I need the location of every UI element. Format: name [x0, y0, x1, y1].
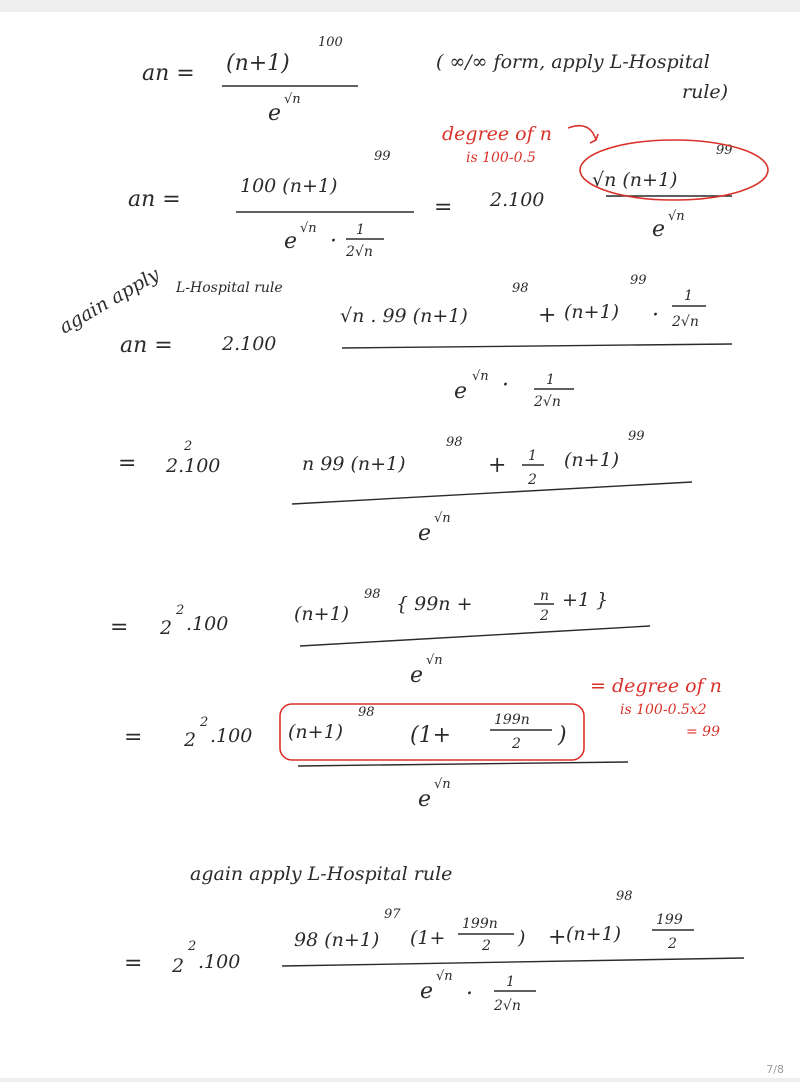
step6-coef-base: 2 [184, 729, 197, 751]
step3-plus: + [538, 303, 557, 328]
step7-num-part1: 98 (n+1) [294, 929, 380, 951]
step5-coef-exp: 2 [176, 603, 185, 618]
step4-den-exp: √n [434, 511, 451, 526]
step3-den-frac-num: 1 [546, 372, 555, 388]
step2-den-frac-den: 2√n [346, 244, 373, 260]
step2-annotation-line2: is 100-0.5 [466, 150, 536, 166]
step1-note-line2: rule) [682, 81, 729, 103]
step3-den-frac-den: 2√n [534, 394, 561, 410]
step7-coef-exp: 2 [188, 939, 197, 954]
step1-note-line1: ( ∞/∞ form, apply L-Hospital [436, 51, 710, 73]
step4-eq: = [118, 451, 137, 476]
step4-coef-base: 2.100 [166, 455, 221, 477]
step-7 [124, 863, 744, 1014]
step6-den-base: e [418, 787, 432, 812]
page-indicator: 7/8 [766, 1063, 784, 1076]
step2-num-exp: 99 [374, 149, 391, 164]
step3-den-base: e [454, 379, 468, 404]
step3-frac-num: 1 [684, 288, 693, 304]
step2-rhs-den-exp: √n [668, 209, 685, 224]
step1-lhs: an = [142, 61, 195, 86]
step2-den-exp: √n [300, 221, 317, 236]
step7-label: again apply L-Hospital rule [190, 863, 453, 885]
step3-den-dot: · [502, 373, 509, 398]
step5-frac-den: 2 [540, 608, 549, 624]
step4-half-num: 1 [528, 448, 537, 464]
step4-coef-exp: 2 [184, 439, 193, 454]
step3-label-line1: again apply [55, 263, 164, 339]
step7-coef-base: 2 [172, 955, 185, 977]
step7-plus: + [548, 925, 567, 950]
step-1 [142, 35, 728, 126]
step4-plus: + [488, 453, 507, 478]
step6-annotation-line1: = degree of n [590, 675, 722, 697]
step7-den-base: e [420, 979, 434, 1004]
step-4 [118, 429, 692, 546]
step5-coef-rest: .100 [186, 613, 229, 635]
step7-frac2-den: 2 [668, 936, 677, 952]
step2-rhs-num-exp: 99 [716, 143, 733, 158]
step-3 [56, 263, 733, 410]
step7-fraction-bar [282, 958, 744, 966]
step6-fraction-bar [298, 762, 628, 766]
step1-num-exp: 100 [318, 35, 343, 50]
step7-frac1-num: 199n [462, 916, 498, 932]
step7-den-exp: √n [436, 969, 453, 984]
step7-den-dot: . [466, 975, 473, 1000]
step2-lhs: an = [128, 187, 181, 212]
step3-num-exp1: 98 [512, 281, 529, 296]
step5-num-part1: (n+1) [294, 603, 350, 625]
annotation-arrow [568, 126, 596, 140]
step6-frac-num: 199n [494, 712, 530, 728]
step2-rhs-den: e [652, 217, 666, 242]
step3-dot: · [652, 303, 659, 328]
step2-rhs-numerator: √n (n+1) [592, 169, 678, 191]
step5-den-exp: √n [426, 653, 443, 668]
step3-num-part1: √n . 99 (n+1) [340, 305, 468, 327]
step4-num-exp1: 98 [446, 435, 463, 450]
step1-numerator: (n+1) [226, 51, 290, 76]
step4-num-part1: n 99 (n+1) [302, 453, 406, 475]
step-2 [128, 123, 768, 260]
step4-num-part2: (n+1) [564, 449, 620, 471]
step7-paren-open: (1+ [410, 927, 446, 949]
step1-denominator: e [268, 101, 282, 126]
step2-equals: = [434, 195, 453, 220]
step5-brace: { 99n + [396, 593, 473, 615]
step4-num-exp2: 99 [628, 429, 645, 444]
step6-frac-den: 2 [512, 736, 521, 752]
step6-num-part1: (n+1) [288, 721, 344, 743]
step4-half-den: 2 [528, 472, 537, 488]
step2-den-frac-num: 1 [356, 222, 365, 238]
step5-frac-num: n [540, 588, 550, 604]
step-5 [110, 587, 650, 688]
step6-annotation-line2: is 100-0.5x2 [620, 702, 707, 718]
step3-coef: 2.100 [222, 333, 277, 355]
step-6 [124, 675, 722, 812]
step5-fraction-bar [300, 626, 650, 646]
step6-coef-exp: 2 [200, 715, 209, 730]
step7-den-frac-den: 2√n [494, 998, 521, 1014]
step5-coef-base: 2 [160, 617, 173, 639]
step7-num-exp1: 97 [384, 907, 401, 922]
step2-numerator: 100 (n+1) [240, 175, 338, 197]
step6-den-exp: √n [434, 777, 451, 792]
step4-den-base: e [418, 521, 432, 546]
step5-num-exp1: 98 [364, 587, 381, 602]
step2-annotation-line1: degree of n [442, 123, 552, 145]
step6-paren-close: ) [558, 723, 567, 748]
step7-frac1-den: 2 [482, 938, 491, 954]
step5-den-base: e [410, 663, 424, 688]
step2-den-mult: · [330, 229, 337, 254]
step6-eq: = [124, 725, 143, 750]
step7-coef-rest: .100 [198, 951, 241, 973]
step3-num-exp2: 99 [630, 273, 647, 288]
step7-num-exp2: 98 [616, 889, 633, 904]
step2-den-base: e [284, 229, 298, 254]
step4-fraction-bar [292, 482, 692, 504]
step5-eq: = [110, 615, 129, 640]
step7-frac2-num: 199 [656, 912, 683, 928]
step6-num-exp1: 98 [358, 705, 375, 720]
step3-label-line2: L-Hospital rule [176, 280, 283, 296]
step6-coef-rest: .100 [210, 725, 253, 747]
step7-eq: = [124, 951, 143, 976]
step3-num-part2: (n+1) [564, 301, 620, 323]
step6-paren-open: (1+ [410, 723, 452, 748]
step2-coef: 2.100 [490, 189, 545, 211]
step6-annotation-line3: = 99 [686, 724, 720, 740]
step7-paren-close: ) [518, 927, 526, 949]
step3-lhs: an = [120, 333, 173, 358]
step7-den-frac-num: 1 [506, 974, 515, 990]
step7-num-part2: (n+1) [566, 923, 622, 945]
step5-brace-end: +1 } [562, 589, 609, 611]
step3-frac-den: 2√n [672, 314, 699, 330]
step3-fraction-bar [342, 344, 732, 348]
step1-den-exp: √n [284, 92, 301, 107]
step3-den-exp: √n [472, 369, 489, 384]
